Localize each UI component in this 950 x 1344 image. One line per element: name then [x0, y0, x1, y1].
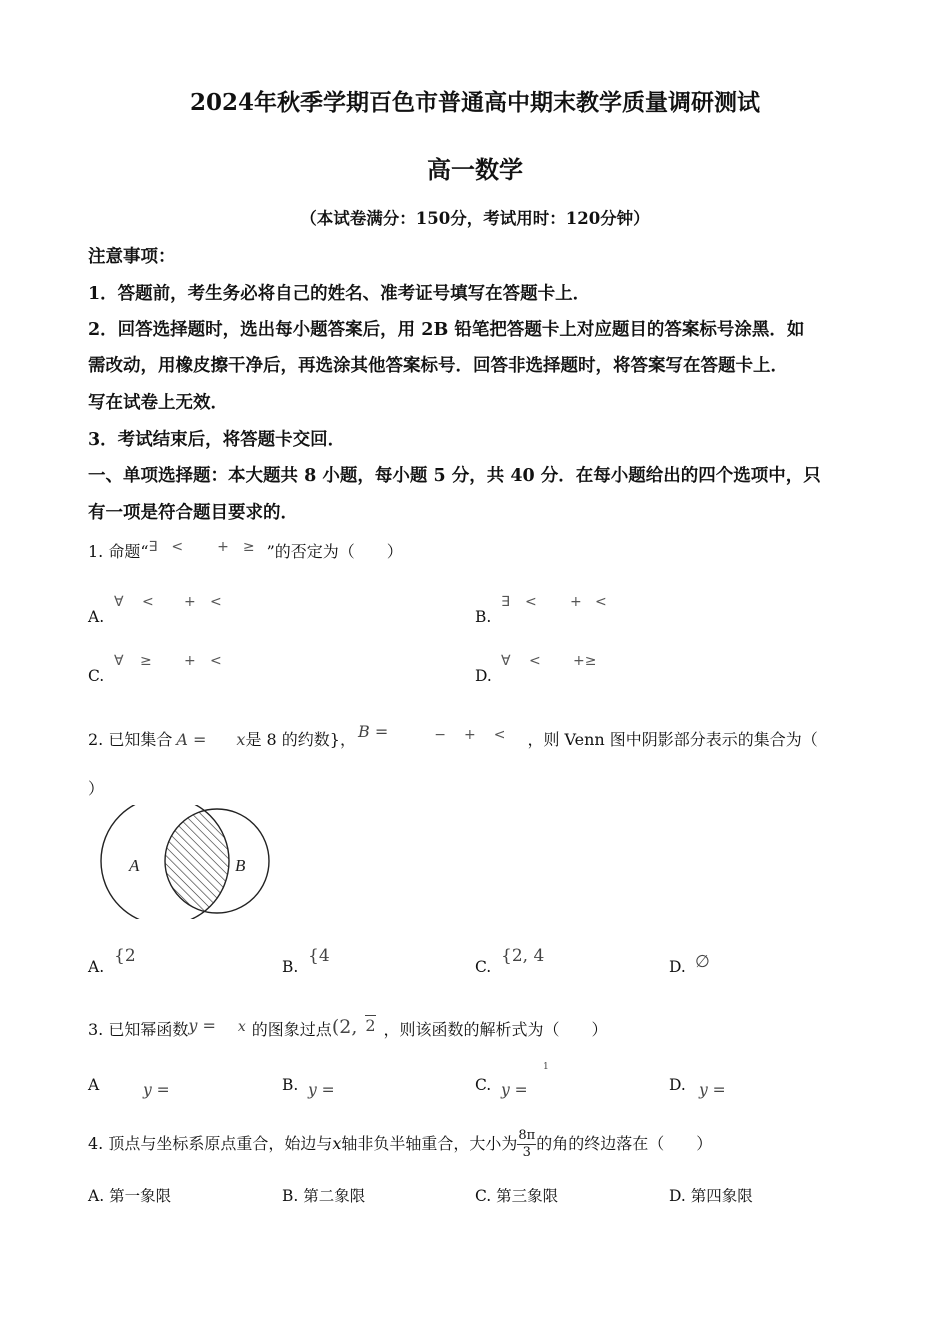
- q2-minus: −: [434, 727, 446, 743]
- q2-x: x: [236, 730, 246, 749]
- q4-option-c-label: C.: [475, 1187, 492, 1205]
- venn-label-a: A: [129, 856, 140, 875]
- q2-option-d-value: ∅: [695, 952, 710, 972]
- q4-stem-c: 的角的终边落在（ ）: [536, 1134, 713, 1153]
- q4-stem-b: 轴非负半轴重合，大小为: [341, 1134, 518, 1153]
- q3-option-b-math: y =: [308, 1081, 335, 1099]
- q4-option-d-label: D.: [669, 1187, 686, 1205]
- q1-option-d[interactable]: [475, 653, 597, 685]
- q4-fraction-denominator: 3: [522, 1145, 531, 1160]
- q2-stem-a: 2. 已知集合: [88, 730, 173, 749]
- q4-option-c[interactable]: [475, 1184, 558, 1206]
- q1-option-a-less: <: [142, 594, 154, 610]
- q1-option-a-plus: +: [184, 594, 196, 610]
- q2-option-c-value: {2, 4: [501, 946, 545, 966]
- notice-heading: 注意事项：: [88, 247, 176, 267]
- notice-item-2-line-1: 2．回答选择题时，选出每小题答案后，用 2B 铅笔把答题卡上对应题目的答案标号涂黑．如: [88, 320, 805, 340]
- q2-set-a-eq: A =: [176, 730, 207, 749]
- q1-option-a-forall: ∀: [114, 594, 124, 610]
- q3-stem-c: ，则该函数的解析式为（ ）: [383, 1020, 608, 1039]
- q3-option-b-label: B.: [282, 1076, 299, 1094]
- q3-option-b[interactable]: [282, 1076, 335, 1099]
- q2-option-b[interactable]: [282, 946, 330, 976]
- q1-less-symbol: <: [171, 539, 184, 555]
- q2-option-a[interactable]: [88, 946, 136, 976]
- q3-option-a-math: y =: [143, 1081, 170, 1099]
- notice-item-2-line-3: 写在试卷上无效．: [88, 393, 228, 413]
- q1-option-a-less-2: <: [210, 594, 222, 610]
- q3-option-c-label: C.: [475, 1076, 492, 1094]
- q1-option-b[interactable]: [475, 594, 607, 626]
- q1-option-b-plus: +: [570, 594, 582, 610]
- q3-stem-a: 3. 已知幂函数: [88, 1020, 189, 1039]
- notice-item-3: 3．考试结束后，将答题卡交回．: [88, 430, 346, 450]
- q2-option-c[interactable]: [475, 946, 545, 976]
- q2-stem-b: 是 8 的约数}，: [245, 730, 356, 749]
- q1-option-d-plus-geq: +≥: [573, 653, 597, 669]
- q4-option-c-text: 第三象限: [496, 1187, 559, 1205]
- q1-option-b-less: <: [525, 594, 537, 610]
- q4-fraction-numerator: 8π: [518, 1128, 536, 1143]
- q1-stem-suffix: ”的否定为（ ）: [266, 542, 403, 561]
- q2-option-b-value: {4: [308, 946, 330, 966]
- q1-option-a-label: A.: [88, 608, 105, 626]
- q4-option-a-text: 第一象限: [109, 1187, 172, 1205]
- q3-option-d[interactable]: [669, 1076, 726, 1099]
- q1-stem-prefix: 1. 命题“: [88, 542, 149, 561]
- q2-stem-close: ）: [88, 779, 105, 798]
- q1-option-d-less: <: [529, 653, 541, 669]
- q1-option-c-label: C.: [88, 667, 105, 685]
- q3-x: x: [237, 1019, 246, 1035]
- q1-option-b-label: B.: [475, 608, 492, 626]
- q1-option-c-geq: ≥: [140, 653, 152, 669]
- q3-option-d-label: D.: [669, 1076, 686, 1094]
- question-3-stem: [88, 1017, 608, 1040]
- q4-option-d[interactable]: [669, 1184, 753, 1206]
- q3-option-c-exponent: 1: [543, 1062, 549, 1072]
- q1-plus-symbol: +: [217, 539, 229, 555]
- q1-option-b-exists: ∃: [501, 594, 510, 610]
- q1-option-b-less-2: <: [595, 594, 607, 610]
- q4-option-b[interactable]: [282, 1184, 365, 1206]
- q2-option-b-label: B.: [282, 958, 299, 976]
- q3-option-a[interactable]: [88, 1076, 170, 1099]
- q2-stem-c: ，则 Venn 图中阴影部分表示的集合为（: [527, 730, 818, 749]
- question-2-stem: [88, 722, 818, 750]
- q1-option-c-less: <: [210, 653, 222, 669]
- q2-option-c-label: C.: [475, 958, 492, 976]
- exam-title: 2024年秋季学期百色市普通高中期末教学质量调研测试: [189, 89, 760, 116]
- q2-less: <: [493, 727, 506, 743]
- venn-label-b: B: [235, 856, 246, 875]
- q3-option-c-math: y =: [501, 1081, 528, 1099]
- section-1-line-1: 一、单项选择题：本大题共 8 小题，每小题 5 分，共 40 分．在每小题给出的四个选项中，只: [88, 466, 821, 486]
- q4-stem-a: 4. 顶点与坐标系原点重合，始边与: [88, 1134, 333, 1153]
- q2-option-d-label: D.: [669, 958, 686, 976]
- exam-subject: 高一数学: [427, 155, 523, 184]
- q3-option-c[interactable]: [475, 1062, 549, 1099]
- q4-option-b-text: 第二象限: [303, 1187, 366, 1205]
- q2-option-a-label: A.: [88, 958, 105, 976]
- exam-info: （本试卷满分：150分，考试用时：120分钟）: [300, 209, 650, 228]
- q1-exists-symbol: ∃: [148, 539, 158, 555]
- q1-geq-symbol: ≥: [242, 539, 255, 555]
- q1-option-c-plus: +: [184, 653, 196, 669]
- q3-sqrt-2: 2: [365, 1016, 376, 1035]
- notice-item-1: 1．答题前，考生务必将自己的姓名、准考证号填写在答题卡上．: [88, 284, 591, 304]
- q1-option-a[interactable]: [88, 594, 222, 626]
- question-1-stem: [88, 539, 403, 562]
- q3-stem-b: 的图象过点: [251, 1020, 332, 1039]
- q2-option-a-value: {2: [114, 946, 136, 966]
- q1-option-c-forall: ∀: [114, 653, 124, 669]
- question-4-stem: [88, 1122, 712, 1166]
- section-1-line-2: 有一项是符合题目要求的．: [88, 503, 298, 523]
- q1-option-d-label: D.: [475, 667, 492, 685]
- q2-set-b-eq: B =: [357, 722, 389, 741]
- q2-option-d[interactable]: [669, 952, 710, 976]
- q3-option-d-math: y =: [699, 1081, 726, 1099]
- q4-option-b-label: B.: [282, 1187, 299, 1205]
- q1-option-d-forall: ∀: [501, 653, 511, 669]
- q2-plus: +: [463, 727, 476, 743]
- q3-point: (2,: [331, 1016, 358, 1038]
- q4-x: x: [332, 1134, 342, 1153]
- venn-diagram: [98, 805, 274, 919]
- q4-option-a-label: A.: [88, 1187, 105, 1205]
- q3-option-a-label: A: [88, 1076, 100, 1094]
- notice-item-2-line-2: 需改动，用橡皮擦干净后，再选涂其他答案标号．回答非选择题时，将答案写在答题卡上．: [88, 356, 788, 376]
- q1-option-c[interactable]: [88, 653, 222, 685]
- q4-option-d-text: 第四象限: [690, 1187, 753, 1205]
- q4-option-a[interactable]: [88, 1184, 171, 1206]
- q4-fraction: [517, 1128, 536, 1161]
- q3-y-eq: y =: [188, 1016, 216, 1035]
